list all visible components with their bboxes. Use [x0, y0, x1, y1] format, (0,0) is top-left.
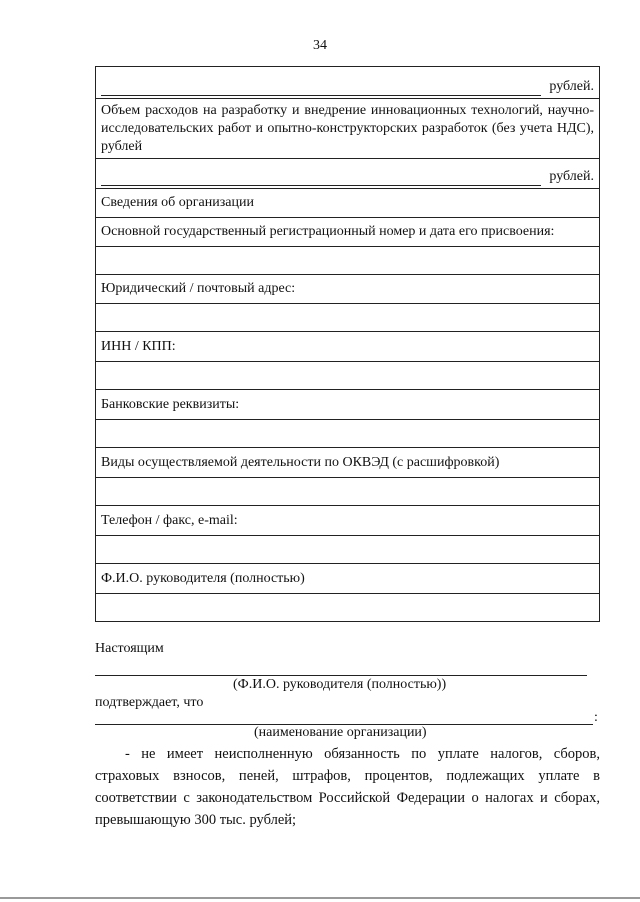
amount-row-2 — [96, 159, 600, 189]
phone-row — [96, 506, 600, 536]
bank-value-field[interactable] — [96, 420, 600, 448]
inn-label: ИНН / КПП: — [96, 332, 600, 362]
inn-value-row — [96, 362, 600, 390]
okved-row — [96, 448, 600, 478]
rubles-label-1: рублей. — [549, 78, 594, 94]
director-value-row — [96, 594, 600, 622]
director-caption: (Ф.И.О. руководителя (полностью)) — [233, 677, 447, 692]
org-caption: (наименование организации) — [254, 725, 427, 740]
inn-value-field[interactable] — [96, 362, 600, 390]
org-info-row — [96, 189, 600, 218]
expenses-row — [96, 99, 600, 159]
expenses-label: Объем расходов на разработку и внедрение инновационных технологий, научно-исследовательских работ и опытно-конструкторских разработок (без учета НДС), рублей — [96, 99, 600, 159]
amount-row-1 — [96, 67, 600, 99]
director-label: Ф.И.О. руководителя (полностью) — [96, 564, 600, 594]
obligation-paragraph — [95, 743, 600, 831]
org-info-heading: Сведения об организации — [96, 189, 600, 218]
phone-value-row — [96, 536, 600, 564]
page-number: 34 — [313, 38, 327, 53]
org-colon: : — [594, 710, 598, 725]
statement-intro: Настоящим — [95, 641, 164, 656]
page-bottom-edge — [0, 897, 640, 899]
address-value-row — [96, 304, 600, 332]
rubles-label-2: рублей. — [549, 168, 594, 184]
bank-label: Банковские реквизиты: — [96, 390, 600, 420]
confirms-text: подтверждает, что — [95, 695, 204, 710]
okved-value-row — [96, 478, 600, 506]
director-row — [96, 564, 600, 594]
amount-blank-2[interactable] — [101, 171, 541, 186]
director-name-line[interactable] — [95, 675, 587, 676]
phone-label: Телефон / факс, e-mail: — [96, 506, 600, 536]
phone-value-field[interactable] — [96, 536, 600, 564]
ogrn-label: Основной государственный регистрационный номер и дата его присвоения: — [96, 218, 600, 247]
application-form-table — [95, 66, 600, 622]
bank-value-row — [96, 420, 600, 448]
bank-row — [96, 390, 600, 420]
okved-label: Виды осуществляемой деятельности по ОКВЭД (с расшифровкой) — [96, 448, 600, 478]
ogrn-value-field[interactable] — [96, 247, 600, 275]
okved-value-field[interactable] — [96, 478, 600, 506]
inn-row — [96, 332, 600, 362]
director-value-field[interactable] — [96, 594, 600, 622]
address-label: Юридический / почтовый адрес: — [96, 275, 600, 304]
amount-blank-1[interactable] — [101, 81, 541, 96]
ogrn-row — [96, 218, 600, 247]
address-row — [96, 275, 600, 304]
address-value-field[interactable] — [96, 304, 600, 332]
ogrn-value-row — [96, 247, 600, 275]
obligation-text: - не имеет неисполненную обязанность по уплате налогов, сборов, страховых взносов, пеней, штрафов, процентов, подлежащих уплате в соответствии с законодательством Российской Федерации о налогах и сборах, превышающую 300 тыс. рублей; — [95, 746, 600, 828]
